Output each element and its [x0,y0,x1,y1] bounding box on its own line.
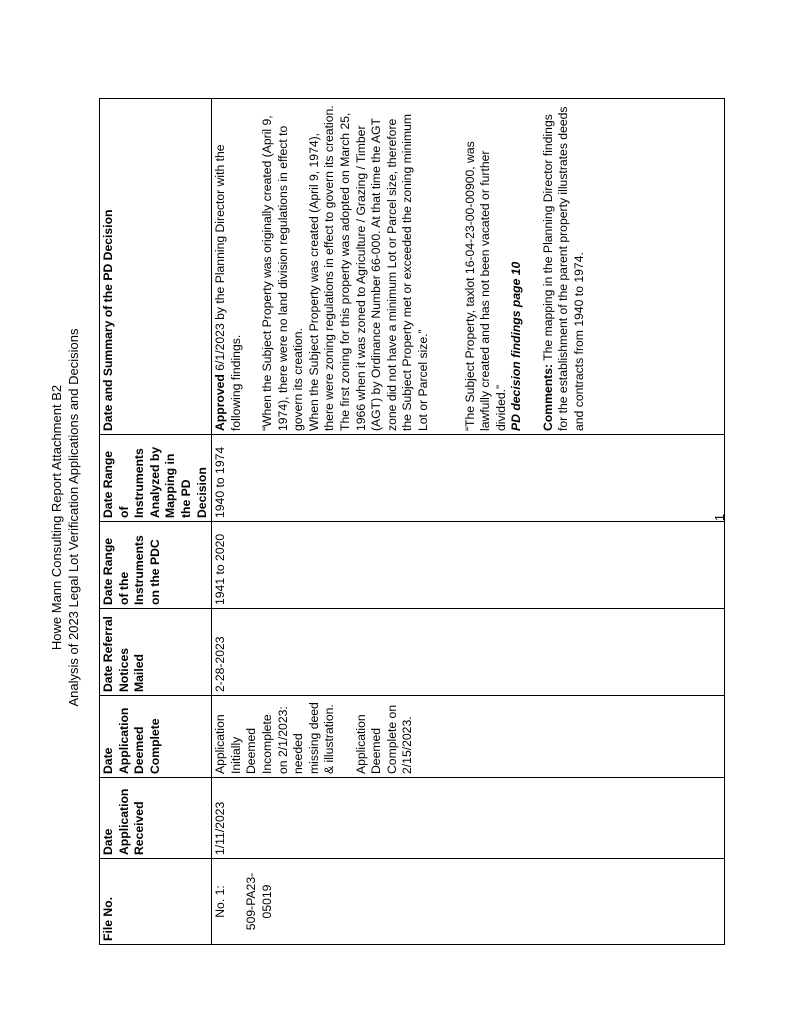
col-header-deemed-complete: Date Application Deemed Complete [100,696,212,778]
decision-approval [213,102,244,431]
comments-text: The mapping in the Planning Director findings for the establishment of the parent property illustrates deeds and contracts from 1940 to 1974. [540,106,586,431]
finding-quote-1b: When the Subject Property was created (April 9, 1974), there were zoning regulations in effect to govern its creation. The first zoning for this property was adopted on March 25, 1966 when it was zoned to Agriculture / Grazing / Timber (AGT) by Ordinance Number 66-000. At that time the AGT zone did not have a minimum Lot or Parcel size, therefore the Subject Property met or exceeded the zoning minimum Lot or Parcel size.” [306,105,430,431]
cell-pdc-range: 1941 to 2020 [212,522,725,609]
approved-label: Approved [213,374,228,431]
col-header-decision: Date and Summary of the PD Decision [100,99,212,435]
table-row [212,99,725,945]
finding-quote-1: “When the Subject Property was originally created (April 9, 1974), there were no land division regulations in effect to govern its creation. [259,115,306,431]
report-subtitle: Analysis of 2023 Legal Lot Verification Applications and Decisions [66,328,81,707]
file-no-label: No. 1: [213,885,228,918]
cell-deemed-complete [212,696,725,778]
header-row [100,99,212,945]
col-header-pdc-range: Date Range of the Instruments on the PDC [100,522,212,609]
col-header-received: Date Application Received [100,778,212,859]
comments-label: Comments: [540,363,555,431]
deemed-complete-note: Application Deemed Complete on 2/15/2023. [353,704,415,774]
approved-text: 6/1/2023 by the Planning Director with the following findings. [213,144,243,431]
report-title: Howe Mann Consulting Report Attachment B2 [49,384,64,651]
decision-comments [541,102,588,431]
deemed-incomplete-note: Application Initially Deemed Incomplete on 2/1/2023: needed missing deed & illustration. [213,702,337,774]
cell-decision [212,99,725,435]
col-header-file-no: File No. [100,859,212,945]
cell-file-no [212,859,725,945]
lot-verification-table [99,98,725,945]
file-no-value: 509-PA23-05019 [244,872,274,931]
cell-received: 1/11/2023 [212,778,725,859]
cell-referral-mailed: 2-28-2023 [212,609,725,696]
page-number: 1 [712,513,727,522]
finding-quote-2: “The Subject Property, taxlot 16-04-23-00-00900, was lawfully created and has not been vacated or further divided.” [462,141,508,431]
cell-mapping-range: 1940 to 1974 [212,435,725,522]
col-header-mapping-range: Date Range of Instruments Analyzed by Mapping in the PD Decision [100,435,212,522]
findings-reference: PD decision findings page 10 [509,261,524,431]
col-header-referral-mailed: Date Referral Notices Mailed [100,609,212,696]
